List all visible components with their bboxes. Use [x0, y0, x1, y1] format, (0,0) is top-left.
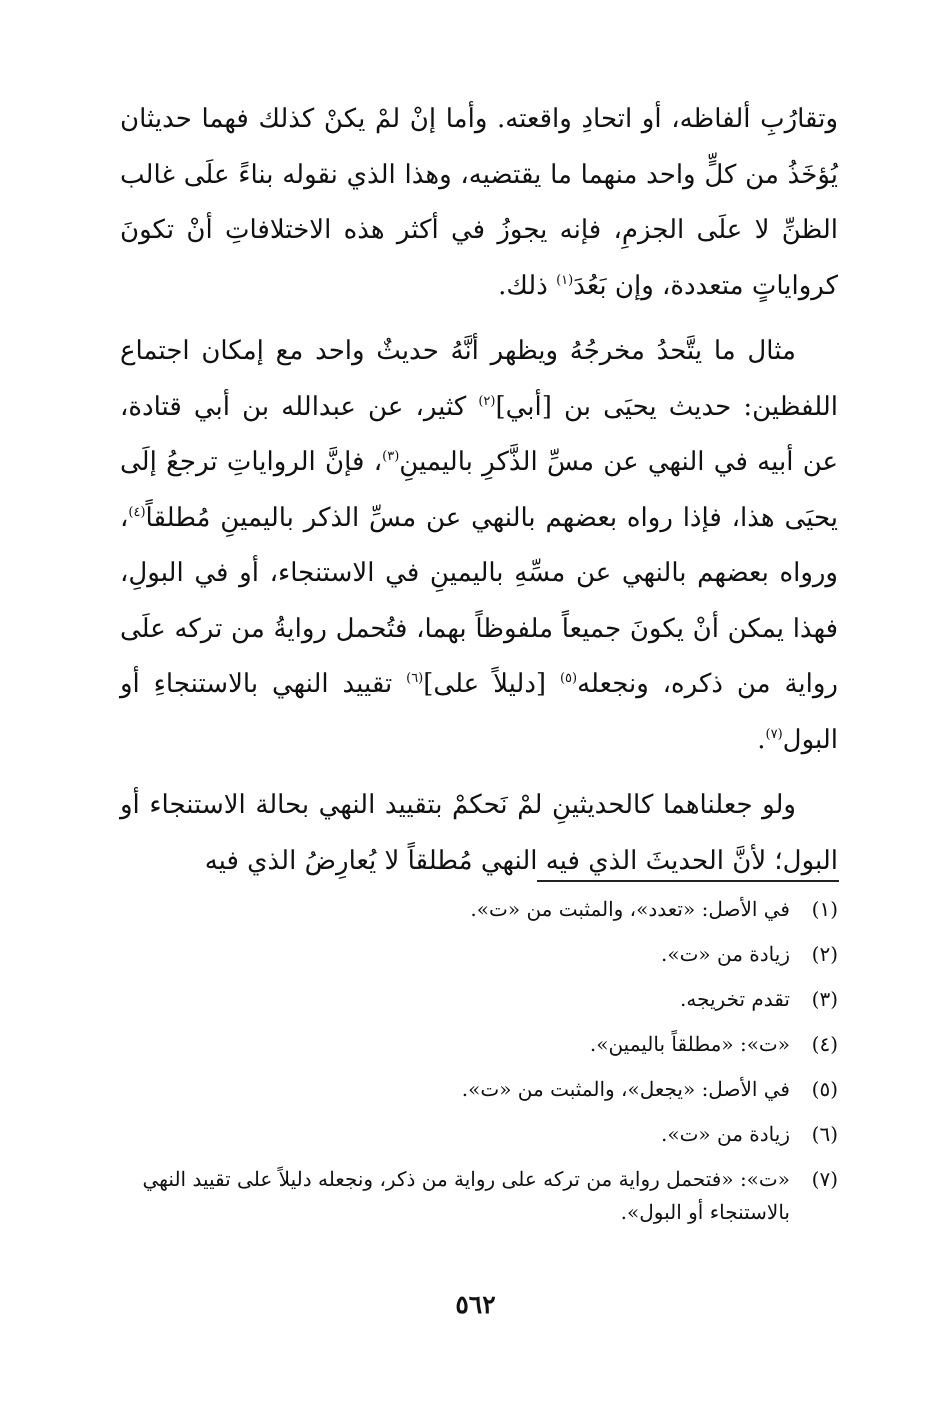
footnote	[120, 1163, 838, 1229]
footnote-number: (٥)	[811, 1077, 838, 1101]
footnote-ref-5: (٥)	[559, 671, 578, 686]
paragraph-2-part-c: ، فإنَّ الرواياتِ ترجعُ إلَى يحيَى هذا، فإذا رواه بعضهم بالنهي عن مسِّ الذكر باليمينِ مُطلقاً	[120, 447, 838, 533]
paragraph-2-part-f: تقييد النهي بالاستنجاءِ أو البول	[120, 669, 838, 755]
paragraph-2-part-a: مثال ما يتَّحدُ مخرجُهُ ويظهر أنَّهُ حديثٌ واحد مع إمكان اجتماع اللفظين: حديث يحيَى بن [أبي]	[120, 336, 838, 422]
paragraph-2-part-e: [دليلاً على]	[423, 669, 560, 699]
footnote	[120, 1028, 838, 1061]
paragraph-2-part-d: ، ورواه بعضهم بالنهي عن مسِّهِ باليمينِ في الاستنجاء، أو في البولِ، فهذا يمكن أنْ يكونَ جميعاً ملفوظاً بهما، فتُحمل روايةُ من تركه علَى رواية من ذكره، ونجعله	[120, 502, 838, 699]
footnote-text: في الأصل: «يجعل»، والمثبت من «ت».	[461, 1077, 790, 1101]
footnote	[120, 1073, 838, 1106]
footnote-text: تقدم تخريجه.	[680, 987, 790, 1011]
footnote-number: (٦)	[811, 1122, 838, 1146]
footnote-number: (٢)	[811, 942, 838, 966]
footnote-text: «ت»: «مطلقاً باليمين».	[589, 1032, 790, 1056]
footnote-ref-3: (٣)	[382, 449, 400, 464]
main-text	[120, 92, 838, 889]
footnote-number: (١)	[811, 897, 838, 921]
paragraph-2	[120, 324, 838, 768]
footnote-text: في الأصل: «تعدد»، والمثبت من «ت».	[470, 897, 790, 921]
paragraph-2-part-g: .	[757, 724, 766, 755]
footnotes	[120, 893, 838, 1241]
footnote	[120, 983, 838, 1016]
paragraph-1-text: وتقارُبِ ألفاظه، أو اتحادِ واقعته. وأما إنْ لمْ يكنْ كذلك فهما حديثان يُؤخَذُ من كلٍّ واحد منهما ما يقتضيه، وهذا الذي نقوله بناءً علَى غالب الظنِّ لا علَى الجزمِ، فإنه يجوزُ في أكثر هذه الاختلافاتِ أنْ تكونَ كرواياتٍ متعددة، وإن بَعُدَ	[120, 104, 838, 301]
footnote-ref-2: (٢)	[478, 393, 496, 409]
footnote-text: زيادة من «ت».	[660, 942, 790, 966]
footnote	[120, 1118, 838, 1151]
paragraph-1	[120, 92, 838, 314]
paragraph-1-end: ذلك.	[498, 270, 557, 301]
footnote	[120, 893, 838, 926]
paragraph-3-text: ولو جعلناهما كالحديثينِ لمْ نَحكمْ بتقييد النهي بحالة الاستنجاء أو البول؛ لأنَّ الحديثَ الذي فيه النهي مُطلقاً لا يُعارِضُ الذي فيه	[120, 790, 838, 876]
footnote	[120, 938, 838, 971]
footnote-text: زيادة من «ت».	[660, 1122, 790, 1146]
footnote-ref-7: (٧)	[765, 726, 783, 742]
paragraph-3	[120, 778, 838, 889]
footnote-number: (٧)	[811, 1167, 838, 1191]
footnote-text: «ت»: «فتحمل رواية من تركه على رواية من ذكر، ونجعله دليلاً على تقييد النهي بالاستنجاء أو البول».	[142, 1167, 790, 1224]
footnote-ref-1: (١)	[556, 272, 574, 288]
footnote-separator	[537, 880, 839, 882]
page-number: ٥٦٢	[455, 1290, 496, 1319]
footnote-ref-6: (٦)	[406, 671, 424, 686]
footnote-ref-4: (٤)	[128, 504, 146, 520]
footnote-number: (٣)	[811, 987, 838, 1011]
paragraph-2-part-b: كثير، عن عبدالله بن أبي قتادة، عن أبيه في النهي عن مسِّ الذَّكرِ باليمينِ	[120, 391, 839, 477]
footnote-number: (٤)	[811, 1032, 838, 1056]
